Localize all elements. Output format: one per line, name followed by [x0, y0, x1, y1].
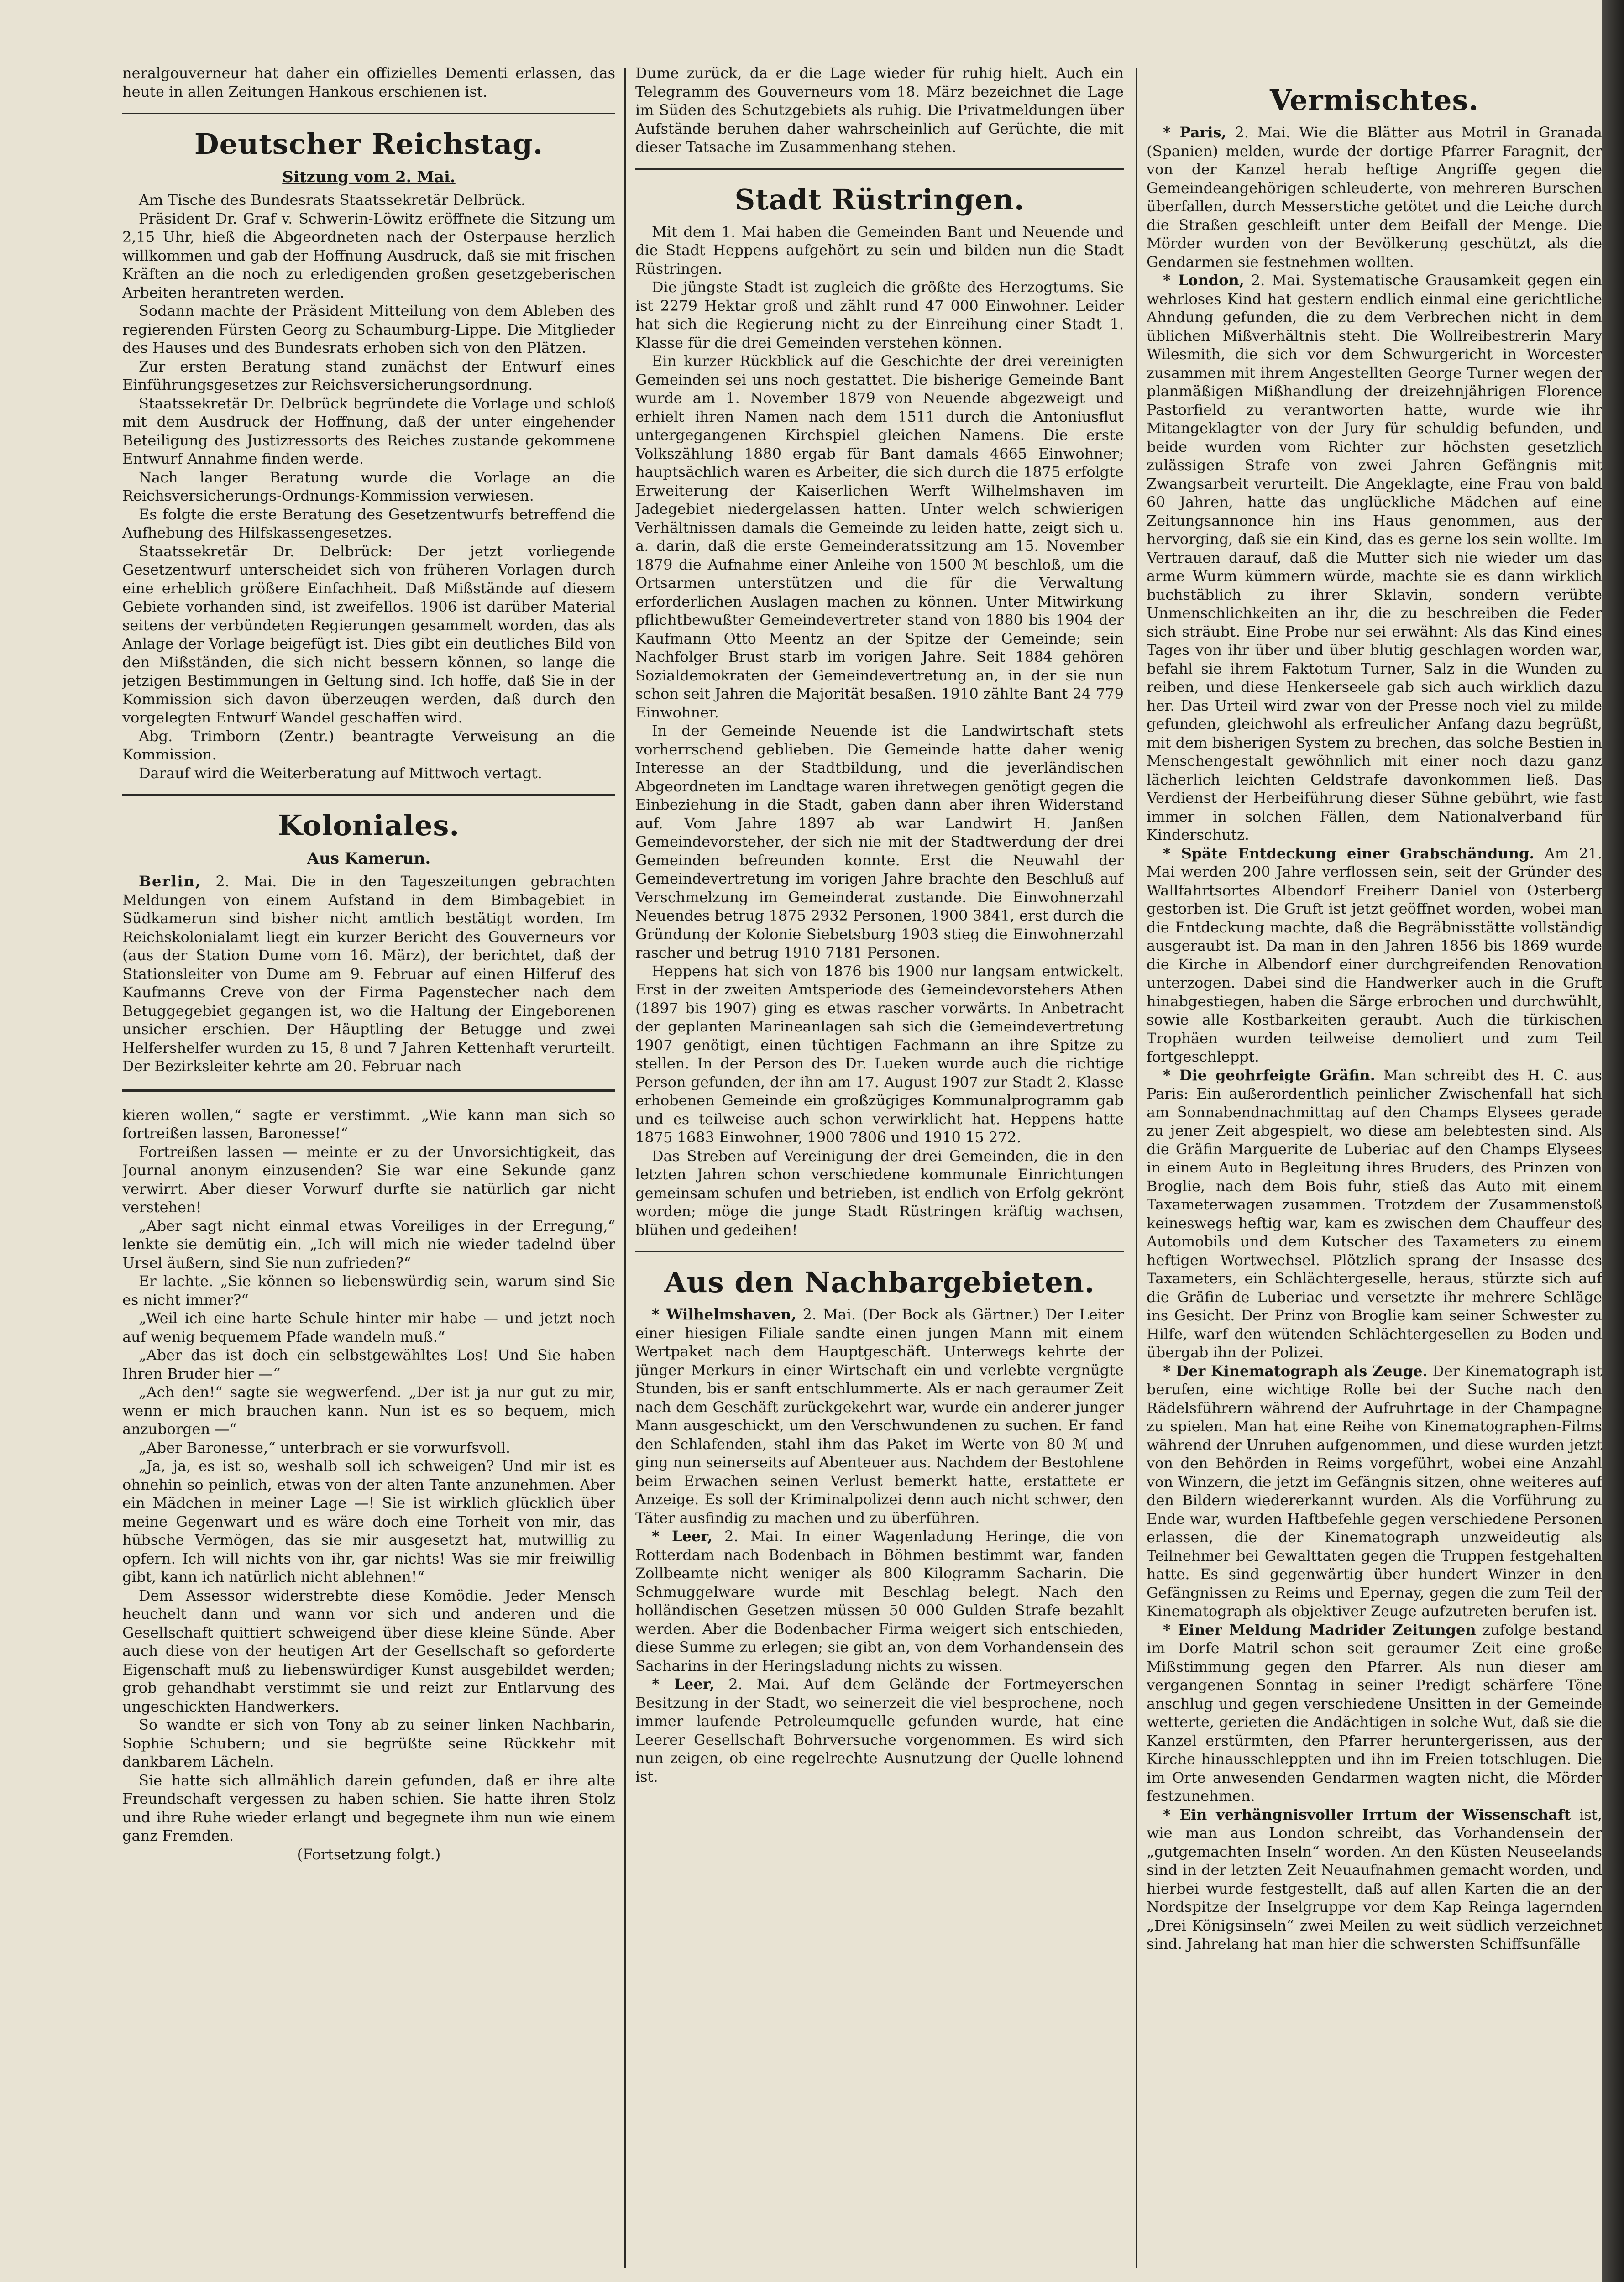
- feuilleton-paragraph: Fortreißen lassen — meinte er zu der Unvorsichtigkeit, das Journal anonym einzusenden? Sie war eine Sekunde ganz verwirrt. Aber dieser Vorwurf durfte sie natürlich gar nicht verstehen!: [122, 1143, 615, 1216]
- news-item: [635, 1675, 1124, 1786]
- paragraph: Mit dem 1. Mai haben die Gemeinden Bant und Neuende und die Stadt Heppens aufgehört zu sein und bilden nun die Stadt Rüstringen.: [635, 223, 1124, 277]
- news-dateline: * London,: [1163, 272, 1244, 289]
- news-item: [1147, 123, 1602, 271]
- section-subtitle-sitzung: Sitzung vom 2. Mai.: [282, 168, 456, 186]
- news-text: 2. Mai. Wie die Blätter aus Motril in Granada (Spanien) melden, wurde der dortige Pfarrer Faragnit, der von der Kanzel herab heftige Angriffe gegen die Gemeindeangehörigen schleuderte, von mehreren Burschen überfallen, durch Messerstiche getötet und die Leiche durch die Straßen geschleift unter dem Beifall der Menge. Die Mörder wurden von der Bevölkerung geschützt, als die Gendarmen sie festnehmen wollten.: [1147, 124, 1602, 271]
- column-rule: [122, 113, 615, 114]
- paragraph: [122, 872, 615, 1076]
- column-3: [1147, 64, 1602, 2273]
- continuation-note: (Fortsetzung folgt.): [297, 1845, 441, 1863]
- news-item: [635, 1305, 1124, 1527]
- news-text: 2. Mai. In einer Wagenladung Heringe, die von Rotterdam nach Bodenbach in Böhmen bestimmt war, fanden Zollbeamte nicht weniger als 800 Kilogramm Sacharin. Die Schmuggelware wurde mit Beschlag belegt. Nach den holländischen Gesetzen müssen 50 000 Gulden Strafe bezahlt werden. Aber die Bodenbacher Firma weigert sich entschieden, diese Summe zu erlegen; sie gibt an, von dem Vorhandensein des Sacharins in der Heringsladung nichts zu wissen.: [635, 1528, 1124, 1675]
- paragraph: Heppens hat sich von 1876 bis 1900 nur langsam entwickelt. Erst in der zweiten Amtsperiode des Gemeindevorstehers Athen (1897 bis 1907) ging es etwas rascher vorwärts. In Anbetracht der geplanten Marineanlagen sah sich die Gemeindevertretung 1907 genötigt, einen tüchtigen Fachmann an ihre Spitze zu stellen. In der Person des Dr. Lueken wurde auch die richtige Person gefunden, der ihn am 17. August 1907 zur Stadt 2. Klasse erhobenen Gemeinde ein großzügiges Kommunalprogramm gab und es teilweise auch schon verwirklicht hat. Heppens hatte 1875 1683 Einwohner, 1900 7806 und 1910 15 272.: [635, 962, 1124, 1146]
- paragraph: Staatssekretär Dr. Delbrück: Der jetzt vorliegende Gesetzentwurf unterscheidet sich von früheren Vorlagen durch eine erheblich größere Einfachheit. Daß Mißstände auf diesem Gebiete vorhanden sind, ist zweifellos. 1906 ist darüber Material seitens der verbündeten Regierungen gesammelt worden, das als Anlage der Vorlage beigefügt ist. Dies gibt ein deutliches Bild von den Mißständen, die sich nicht bessern können, so lange die jetzigen Bestimmungen in Geltung sind. Ich hoffe, daß Sie in der Kommission sich davon überzeugen werden, daß durch den vorgelegten Entwurf Wandel geschaffen wird.: [122, 542, 615, 726]
- column-rule: [635, 1251, 1124, 1252]
- news-text: zufolge bestand im Dorfe Matril schon seit geraumer Zeit eine große Mißstimmung gegen den Pfarrer. Als nun dieser am vergangenen Sonntag in seiner Predigt schärfere Töne anschlug und gegen verschiedene Unsitten in der Gemeinde wetterte, gerieten die Andächtigen in solche Wut, daß sie die Kanzel erstürmten, den Pfarrer heruntergerissen, aus der Kirche hinausschleppten und ihn im Freien totschlugen. Die im Orte anwesenden Gendarmen wagten nicht, die Mörder festzunehmen.: [1147, 1621, 1602, 1805]
- news-dateline: * Der Kinematograph als Zeuge.: [1163, 1362, 1428, 1380]
- feuilleton-paragraph: „Aber Baronesse,“ unterbrach er sie vorwurfsvoll.: [139, 1439, 510, 1456]
- article-continuation: Dume zurück, da er die Lage wieder für ruhig hielt. Auch ein Telegramm des Gouverneurs vom 18. März bezeichnet die Lage im Süden des Schutzgebiets als ruhig. Die Privatmeldungen über Aufstände beruhen daher wahrscheinlich auf Gerüchte, die mit dieser Tatsache im Zusammenhang stehen.: [635, 64, 1124, 156]
- feuilleton-paragraph: Sie hatte sich allmählich darein gefunden, daß er ihre alte Freundschaft vergessen zu haben schien. Sie hatte ihren Stolz und ihre Ruhe wieder erlangt und begegnete ihm nun wie einem ganz Fremden.: [122, 1771, 615, 1844]
- section-title-reichstag: Deutscher Reichstag.: [194, 127, 544, 161]
- column-1: [122, 64, 615, 2273]
- paragraph: In der Gemeinde Neuende ist die Landwirtschaft stets vorherrschend geblieben. Die Gemeinde hatte daher wenig Interesse an der Stadtbildung, und die jeverländischen Abgeordneten im Landtage waren ihretwegen genötigt gegen die Einbeziehung in die Stadt, gaben dann aber ihren Widerstand auf. Vom Jahre 1897 ab war Landwirt H. Janßen Gemeindevorsteher, der sich nie mit der Stadtwerdung der drei Gemeinden befreunden konnte. Erst die Neuwahl der Gemeindevertretung im vorigen Jahre brachte den Beschluß auf Verschmelzung im Gemeinderat zustande. Die Einwohnerzahl Neuendes betrug 1875 2932 Personen, 1900 3841, erst durch die Gründung der Kolonie Siebetsburg 1903 stieg die Einwohnerzahl rascher und betrug 1910 7181 Personen.: [635, 722, 1124, 961]
- news-item: [1147, 1362, 1602, 1621]
- column-rule: [635, 168, 1124, 170]
- news-text: 2. Mai. Auf dem Gelände der Fortmeyerschen Besitzung in der Stadt, wo seinerzeit die viel besprochene, noch immer laufende Petroleumquelle gefunden wurde, hat eine Leerer Gesellschaft Bohrversuche vorgenommen. Es wird sich nun zeigen, ob eine regelrechte Ausnutzung der Quelle lohnend ist.: [635, 1675, 1124, 1785]
- feuilleton-paragraph: „Weil ich eine harte Schule hinter mir habe — und jetzt noch auf wenig bequemem Pfade wandeln muß.“: [122, 1309, 615, 1345]
- article-continuation: neralgouverneur hat daher ein offizielles Dementi erlassen, das heute in allen Zeitungen Hankous erschienen ist.: [122, 64, 615, 100]
- section-title-ruestringen: Stadt Rüstringen.: [734, 183, 1025, 216]
- column-rule: [122, 794, 615, 796]
- news-dateline: * Einer Meldung Madrider Zeitungen: [1163, 1621, 1476, 1638]
- paragraph: Es folgte die erste Beratung des Gesetzentwurfs betreffend die Aufhebung des Hilfskassengesetzes.: [122, 505, 615, 541]
- paragraph: Am Tische des Bundesrats Staatssekretär Delbrück.: [139, 191, 525, 209]
- column-divider: [1136, 68, 1137, 2268]
- news-dateline: * Paris,: [1163, 124, 1226, 141]
- news-item: [1147, 1066, 1602, 1362]
- feuilleton-paragraph: „Aber das ist doch ein selbstgewähltes Los! Und Sie haben Ihren Bruder hier —“: [122, 1346, 615, 1382]
- news-text: Der Kinematograph ist berufen, eine wichtige Rolle bei der Suche nach den Rädelsführern während der Aufruhrtage in der Champagne zu spielen. Man hat eine Reihe von Kinematographen-Films während der Unruhen aufgenommen, und diese wurden jetzt von den Behörden in Reims vorgeführt, wobei eine Anzahl von Winzern, die jetzt im Gefängnis sitzen, ohne weiteres auf den Bildern wiedererkannt wurden. Als die Vorführung zu Ende war, wurden Haftbefehle gegen verschiedene Personen erlassen, die der Kinematograph unzweideutig als Teilnehmer bei Gewalttaten gegen die Truppen festgehalten hatte. Es sind gegenwärtig über hundert Winzer in den Gefängnissen zu Reims und Epernay, gegen die zum Teil der Kinematograph als objektiver Zeuge aufzutreten berufen ist.: [1147, 1362, 1602, 1620]
- news-text: Am 21. Mai werden 200 Jahre verflossen sein, seit der Gründer des Wallfahrtsortes Albendorf Freiherr Daniel von Osterberg gestorben ist. Die Gruft ist jetzt geöffnet worden, wobei man die Entdeckung machte, daß die Begräbnisstätte vollständig ausgeraubt ist. Da man in den Jahren 1856 bis 1869 wurde die Kirche in Albendorf einer durchgreifenden Renovation unterzogen. Dabei sind die Handwerker auch in die Gruft hinabgestiegen, haben die Särge erbrochen und durchwühlt, sowie alle Kostbarkeiten geraubt. Auch die türkischen Trophäen wurden teilweise demoliert und zum Teil fortgeschleppt.: [1147, 844, 1602, 1065]
- paragraph: Das Streben auf Vereinigung der drei Gemeinden, die in den letzten Jahren schon verschiedene kommunale Einrichtungen gemeinsam schufen und betrieben, ist endlich von Erfolg gekrönt worden; möge die junge Stadt Rüstringen kräftig wachsen, blühen und gedeihen!: [635, 1147, 1124, 1239]
- news-text: 2. Mai. Systematische Grausamkeit gegen ein wehrloses Kind hat gestern endlich einmal eine gerichtliche Ahndung gefunden, die zu dem Verbrechen nicht in dem üblichen Mißverhältnis steht. Die Wollreibestrerin Mary Wilesmith, die sich vor dem Schwurgericht in Worcester zusammen mit ihrem Angestellten George Turner wegen der planmäßigen Mißhandlung der dreizehnjährigen Florence Pastorfield zu verantworten hatte, wurde wie ihr Mitangeklagter von der Jury für schuldig befunden, und beide wurden vom Richter zur höchsten gesetzlich zulässigen Strafe von zwei Jahren Gefängnis mit Zwangsarbeit verurteilt. Die Angeklagte, eine Frau von bald 60 Jahren, hatte das unglückliche Mädchen auf eine Zeitungsannonce hin ins Haus genommen, aus der hervorging, daß sie ein Kind, das es gerne los sein wollte. Im Vertrauen darauf, daß die Mutter sich nie wieder um das arme Wurm kümmern würde, machte sie es dann wirklich buchstäblich zu ihrer Sklavin, sondern verübte Unmenschlichkeiten an ihr, die zu beschreiben die Feder sich sträubt. Eine Probe nur sei erwähnt: Als das Kind eines Tages von ihr über und über blutig geschlagen worden war, befahl sie ihrem Faktotum Turner, Salz in die Wunden zu reiben, und diese Henkerseele gab sich auch wirklich dazu her. Das Urteil wird zwar von der Presse noch viel zu milde gefunden, gleichwohl als erfreulicher Anfang dazu begrüßt, mit dem bisherigen System zu brechen, das solche Bestien in Menschengestalt gewöhnlich mit einer noch dazu ganz lächerlich leichten Geldstrafe davonkommen ließ. Das Verdienst der Herbeiführung dieser Sühne gebührt, wie fast immer in solchen Fällen, dem Nationalverband für Kinderschutz.: [1147, 272, 1602, 843]
- news-text: 2. Mai. (Der Bock als Gärtner.) Der Leiter einer hiesigen Filiale sandte einen jungen Mann mit einem Wertpaket nach dem Hauptgeschäft. Unterwegs kehrte der jünger Merkurs in einer Wirtschaft ein und verlebte vergnügte Stunden, bis er sanft entschlummerte. Als er nach geraumer Zeit nach dem Geschäft zurückgekehrt war, wurde ein anderer junger Mann ausgeschickt, um den Verschwundenen zu suchen. Er fand den Schlafenden, stahl ihm das Paket im Werte von 80 ℳ und ging nun seinerseits auf Abenteuer aus. Nachdem der Bestohlene beim Erwachen seinen Verlust bemerkt hatte, erstattete er Anzeige. Es soll der Kriminalpolizei denn auch nicht schwer, den Täter ausfindig zu machen und zu überführen.: [635, 1306, 1124, 1527]
- column-2: [635, 64, 1124, 2273]
- feuilleton-paragraph: Dem Assessor widerstrebte diese Komödie. Jeder Mensch heuchelt dann und wann vor sich und anderen und die Gesellschaft quittiert schweigend über diese kleine Sünde. Aber auch diese von der heutigen Art der Gesellschaft so geforderte Eigenschaft muß zu liebenswürdiger Kunst ausgebildet werden; grob gehandhabt verstimmt sie und reizt zur Entlarvung des ungeschickten Handwerkers.: [122, 1586, 615, 1715]
- section-subtitle-kamerun: Aus Kamerun.: [307, 849, 431, 868]
- paragraph: Ein kurzer Rückblick auf die Geschichte der drei vereinigten Gemeinden sei uns noch gestattet. Die bisherige Gemeinde Bant wurde am 1. November 1879 von Neuende abgezweigt und erhielt ihren Namen nach dem 1511 durch die Antoniusflut untergegangenen Kirchspiel gleichen Namens. Die erste Volkszählung 1880 ergab für Bant damals 4665 Einwohner; hauptsächlich waren es Arbeiter, die sich durch die 1875 erfolgte Erweiterung der Kaiserlichen Werft Wilhelmshaven im Jadegebiet niedergelassen hatten. Unter welch schwierigen Verhältnissen damals die Gemeinde zu leiden hatte, zeigt sich u. a. darin, daß die erste Gemeinderatssitzung am 15. November 1879 die Aufnahme einer Anleihe von 1500 ℳ beschloß, um die Ortsarmen unterstützen und die für die Verwaltung erforderlichen Auslagen machen zu können. Unter Mitwirkung pflichtbewußter Gemeindevertreter stand von 1880 bis 1904 der Kaufmann Otto Meentz an der Spitze der Gemeinde; sein Nachfolger Brust starb im vorigen Jahre. Seit 1884 gehören Sozialdemokraten der Gemeindevertretung an, in der sie nun schon seit Jahren die Majorität besaßen. 1910 zählte Bant 24 779 Einwohner.: [635, 352, 1124, 721]
- feuilleton-paragraph: „Aber sagt nicht einmal etwas Voreiliges in der Erregung,“ lenkte sie demütig ein. „Ich will mich nie wieder tadelnd über Ursel äußern, sind Sie nun zufrieden?“: [122, 1217, 615, 1272]
- paragraph: Sodann machte der Präsident Mitteilung von dem Ableben des regierenden Fürsten Georg zu Schaumburg-Lippe. Die Mitglieder des Hauses und des Bundesrats erhoben sich von den Plätzen.: [122, 302, 615, 356]
- news-dateline: * Späte Entdeckung einer Grabschändung.: [1163, 844, 1535, 862]
- feuilleton-paragraph: „Ach den!“ sagte sie wegwerfend. „Der ist ja nur gut zu mir, wenn er mich brauchen kann. Nun ist es so bequem, mich anzuborgen —“: [122, 1383, 615, 1438]
- news-dateline: * Leer,: [652, 1675, 715, 1693]
- feuilleton-paragraph: „Ja, ja, es ist so, weshalb soll ich schweigen? Und mir ist es ohnehin so peinlich, etwas von der alten Tante anzunehmen. Aber ein Mädchen in meiner Lage —! Sie ist wirklich glücklich über meine Gegenwart und es wäre doch eine Torheit von mir, das hübsche Vermögen, das sie mir ausgesetzt hat, mutwillig zu opfern. Ich will nichts von ihr, gar nichts! Was sie mir freiwillig gibt, kann ich natürlich nicht ablehnen!“: [122, 1457, 615, 1586]
- news-dateline: * Die geohrfeigte Gräfin.: [1163, 1066, 1375, 1084]
- section-title-nachbargebiete: Aus den Nachbargebieten.: [664, 1266, 1095, 1299]
- feuilleton-paragraph: So wandte er sich von Tony ab zu seiner linken Nachbarin, Sophie Schubern; und sie begrüßte seine Rückkehr mit dankbarem Lächeln.: [122, 1716, 615, 1770]
- news-dateline: * Wilhelmshaven,: [652, 1306, 796, 1323]
- column-divider: [624, 68, 626, 2268]
- paragraph: Präsident Dr. Graf v. Schwerin-Löwitz eröffnete die Sitzung um 2,15 Uhr, hieß die Abgeordneten nach der Osterpause herzlich willkommen und gab der Hoffnung Ausdruck, daß sie mit frischen Kräften an die noch zu erledigenden großen gesetzgeberischen Arbeiten herantreten werden.: [122, 209, 615, 301]
- paragraph: Die jüngste Stadt ist zugleich die größte des Herzogtums. Sie ist 2279 Hektar groß und zählt rund 47 000 Einwohner. Leider hat sich die Regierung nicht zu der Einreihung einer Stadt 1. Klasse für die drei Gemeinden verstehen können.: [635, 278, 1124, 351]
- news-item: [1147, 271, 1602, 844]
- feuilleton-paragraph: kieren wollen,“ sagte er verstimmt. „Wie kann man sich so fortreißen lassen, Baronesse!“: [122, 1106, 615, 1142]
- news-text: Man schreibt des H. C. aus Paris: Ein außerordentlich peinlicher Zwischenfall hat sich am Sonnabendnachmittag auf den Champs Elysees gerade zu jener Zeit abgespielt, wo diese am belebtesten sind. Als die Gräfin Marguerite de Luberiac auf den Champs Elysees in einem Auto in Begleitung ihres Bruders, des Prinzen von Broglie, nach dem Bois fuhr, stieß das Auto mit einem Taxameterwagen zusammen. Trotzdem der Zusammenstoß keineswegs heftig war, kam es zwischen dem Chauffeur des Automobils und dem Kutscher des Taxameters zu einem heftigen Wortwechsel. Plötzlich sprang der Insasse des Taxameters, ein Schlächtergeselle, heraus, stürzte sich auf die Gräfin de Luberiac und versetzte ihr mehrere Schläge ins Gesicht. Der Prinz von Broglie kam seiner Schwester zu Hilfe, warf den wütenden Schlächtergesellen zu Boden und übergab ihn der Polizei.: [1147, 1066, 1602, 1361]
- news-dateline: * Leer,: [652, 1528, 712, 1545]
- section-title-koloniales: Koloniales.: [278, 809, 460, 842]
- news-dateline: * Ein verhängnisvoller Irrtum der Wissenschaft: [1163, 1806, 1571, 1823]
- paragraph: Nach langer Beratung wurde die Vorlage an die Reichsversicherungs-Ordnungs-Kommission verwiesen.: [122, 468, 615, 504]
- dateline: Berlin,: [139, 873, 201, 890]
- news-item: [1147, 1806, 1602, 1953]
- feuilleton-paragraph: Er lachte. „Sie können so liebenswürdig sein, warum sind Sie es nicht immer?“: [122, 1272, 615, 1308]
- paragraph: Abg. Trimborn (Zentr.) beantragte Verweisung an die Kommission.: [122, 727, 615, 763]
- section-title-vermischtes: Vermischtes.: [1270, 84, 1479, 117]
- feuilleton-rule: [122, 1089, 615, 1092]
- paragraph: Zur ersten Beratung stand zunächst der Entwurf eines Einführungsgesetzes zur Reichsversicherungsordnung.: [122, 357, 615, 393]
- news-item: [635, 1527, 1124, 1675]
- paragraph-text: 2. Mai. Die in den Tageszeitungen gebrachten Meldungen von einem Aufstand in dem Bimbagebiet in Südkamerun sind bisher nicht amtlich bestätigt worden. Im Reichskolonialamt liegt ein kurzer Bericht des Gouverneurs vor (aus der Station Dume vom 16. März), der berichtet, daß der Stationsleiter von Dume am 9. Februar auf einen Hilferuf des Kaufmanns Creve von der Firma Pagenstecher nach dem Betuggegebiet gegangen ist, wo die Haltung der Eingeborenen unsicher erschien. Der Häuptling der Betugge und zwei Helfershelfer wurden zu 15, 8 und 7 Jahren Kettenhaft verurteilt. Der Bezirksleiter kehrte am 20. Februar nach: [122, 873, 615, 1075]
- scan-page-edge: [1602, 0, 1624, 2282]
- news-item: [1147, 844, 1602, 1066]
- news-text: ist, wie man aus London schreibt, das Vorhandensein der „gutgemachten Inseln“ worden. An den Küsten Neuseelands sind in der letzten Zeit Neuaufnahmen gemacht worden, und hierbei wurde festgestellt, daß auf allen Karten die an der Nordspitze der Inselgruppe vor dem Kap Reinga lagernden „Drei Königsinseln“ zwei Meilen zu weit südlich verzeichnet sind. Jahrelang hat man hier die schwersten Schiffsunfälle: [1147, 1806, 1602, 1952]
- news-item: [1147, 1621, 1602, 1806]
- paragraph: Darauf wird die Weiterberatung auf Mittwoch vertagt.: [139, 764, 542, 782]
- paragraph: Staatssekretär Dr. Delbrück begründete die Vorlage und schloß mit dem Ausdruck der Hoffnung, daß der unter eingehender Beteiligung des Justizressorts des Reiches zustande gekommene Entwurf Annahme finden werde.: [122, 394, 615, 467]
